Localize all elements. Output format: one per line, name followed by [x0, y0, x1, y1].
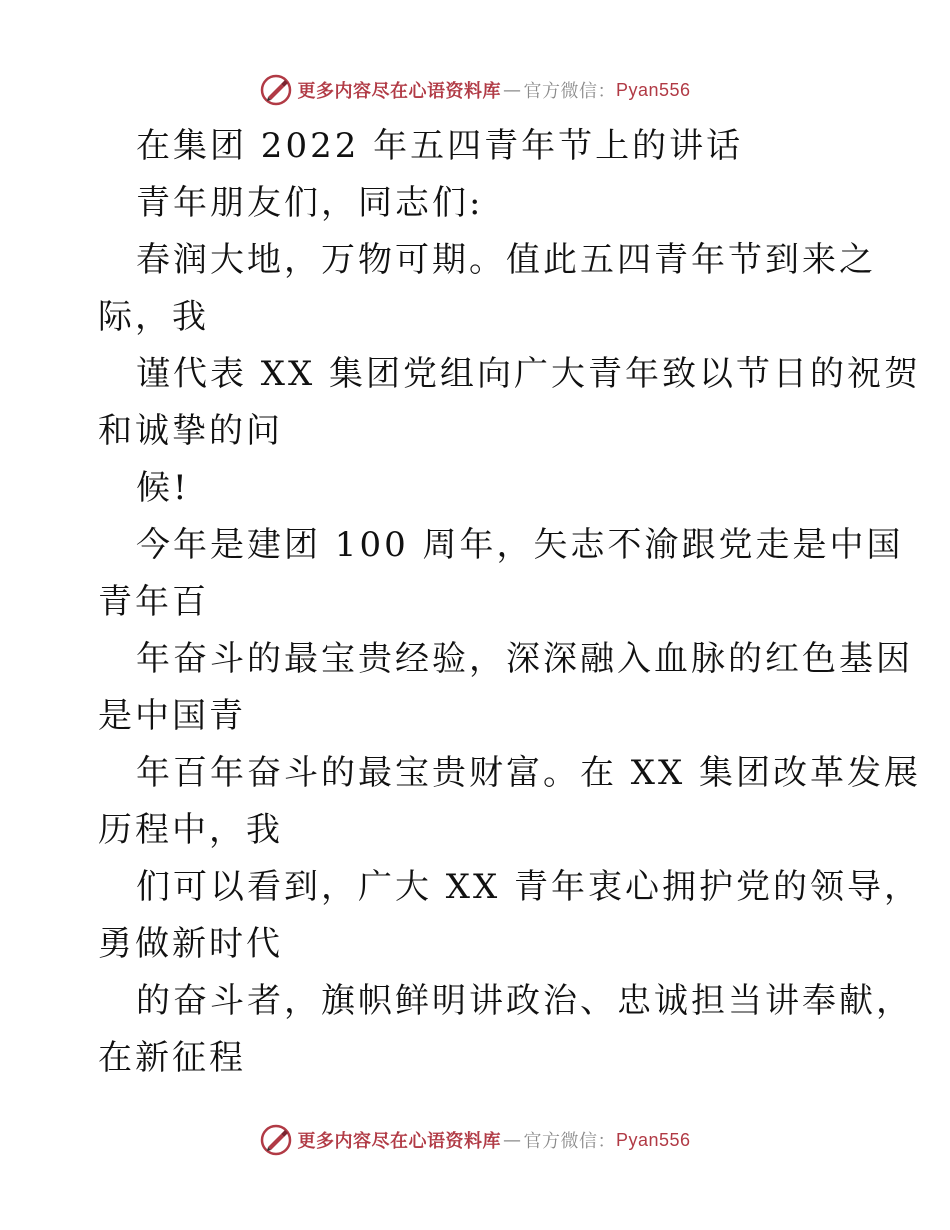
body-line: 春润大地，万物可期。值此五四青年节到来之 [136, 240, 876, 280]
watermark-wechat-id: Pyan556 [615, 1129, 691, 1150]
body-line: 谨代表 XX 集团党组向广大青年致以节日的祝贺 [136, 354, 922, 394]
watermark-wechat-id: Pyan556 [615, 79, 691, 100]
watermark-title: 更多内容尽在心语资料库 [297, 1131, 501, 1152]
watermark-wechat-label: 官方微信： [523, 81, 616, 102]
pen-logo-icon [259, 1123, 293, 1157]
body-line: 际，我 [98, 297, 209, 337]
body-line: 今年是建团 100 周年，矢志不渝跟党走是中国 [136, 525, 904, 565]
body-line: 和诚挚的问 [98, 411, 283, 451]
body-line: 年百年奋斗的最宝贵财富。在 XX 集团改革发展 [136, 753, 922, 793]
document-body [98, 118, 922, 1087]
body-line: 勇做新时代 [98, 924, 283, 964]
body-line: 年奋斗的最宝贵经验，深深融入血脉的红色基因 [136, 639, 913, 679]
header-watermark [0, 70, 950, 110]
watermark-title: 更多内容尽在心语资料库 [297, 81, 501, 102]
body-line: 们可以看到，广大 XX 青年衷心拥护党的领导， [136, 867, 922, 907]
body-line: 候! [136, 468, 190, 508]
body-line: 在新征程 [98, 1038, 246, 1078]
body-line: 历程中，我 [98, 810, 283, 850]
body-line: 青年百 [98, 582, 209, 622]
watermark-dash: — [502, 1129, 522, 1151]
watermark-wechat-label: 官方微信： [523, 1131, 616, 1152]
watermark-dash: — [502, 79, 522, 101]
footer-watermark [0, 1120, 950, 1160]
document-title: 在集团 2022 年五四青年节上的讲话 [136, 126, 744, 166]
body-line: 是中国青 [98, 696, 246, 736]
salutation: 青年朋友们，同志们: [136, 183, 484, 223]
pen-logo-icon [259, 73, 293, 107]
body-line: 的奋斗者，旗帜鲜明讲政治、忠诚担当讲奉献， [136, 981, 913, 1021]
